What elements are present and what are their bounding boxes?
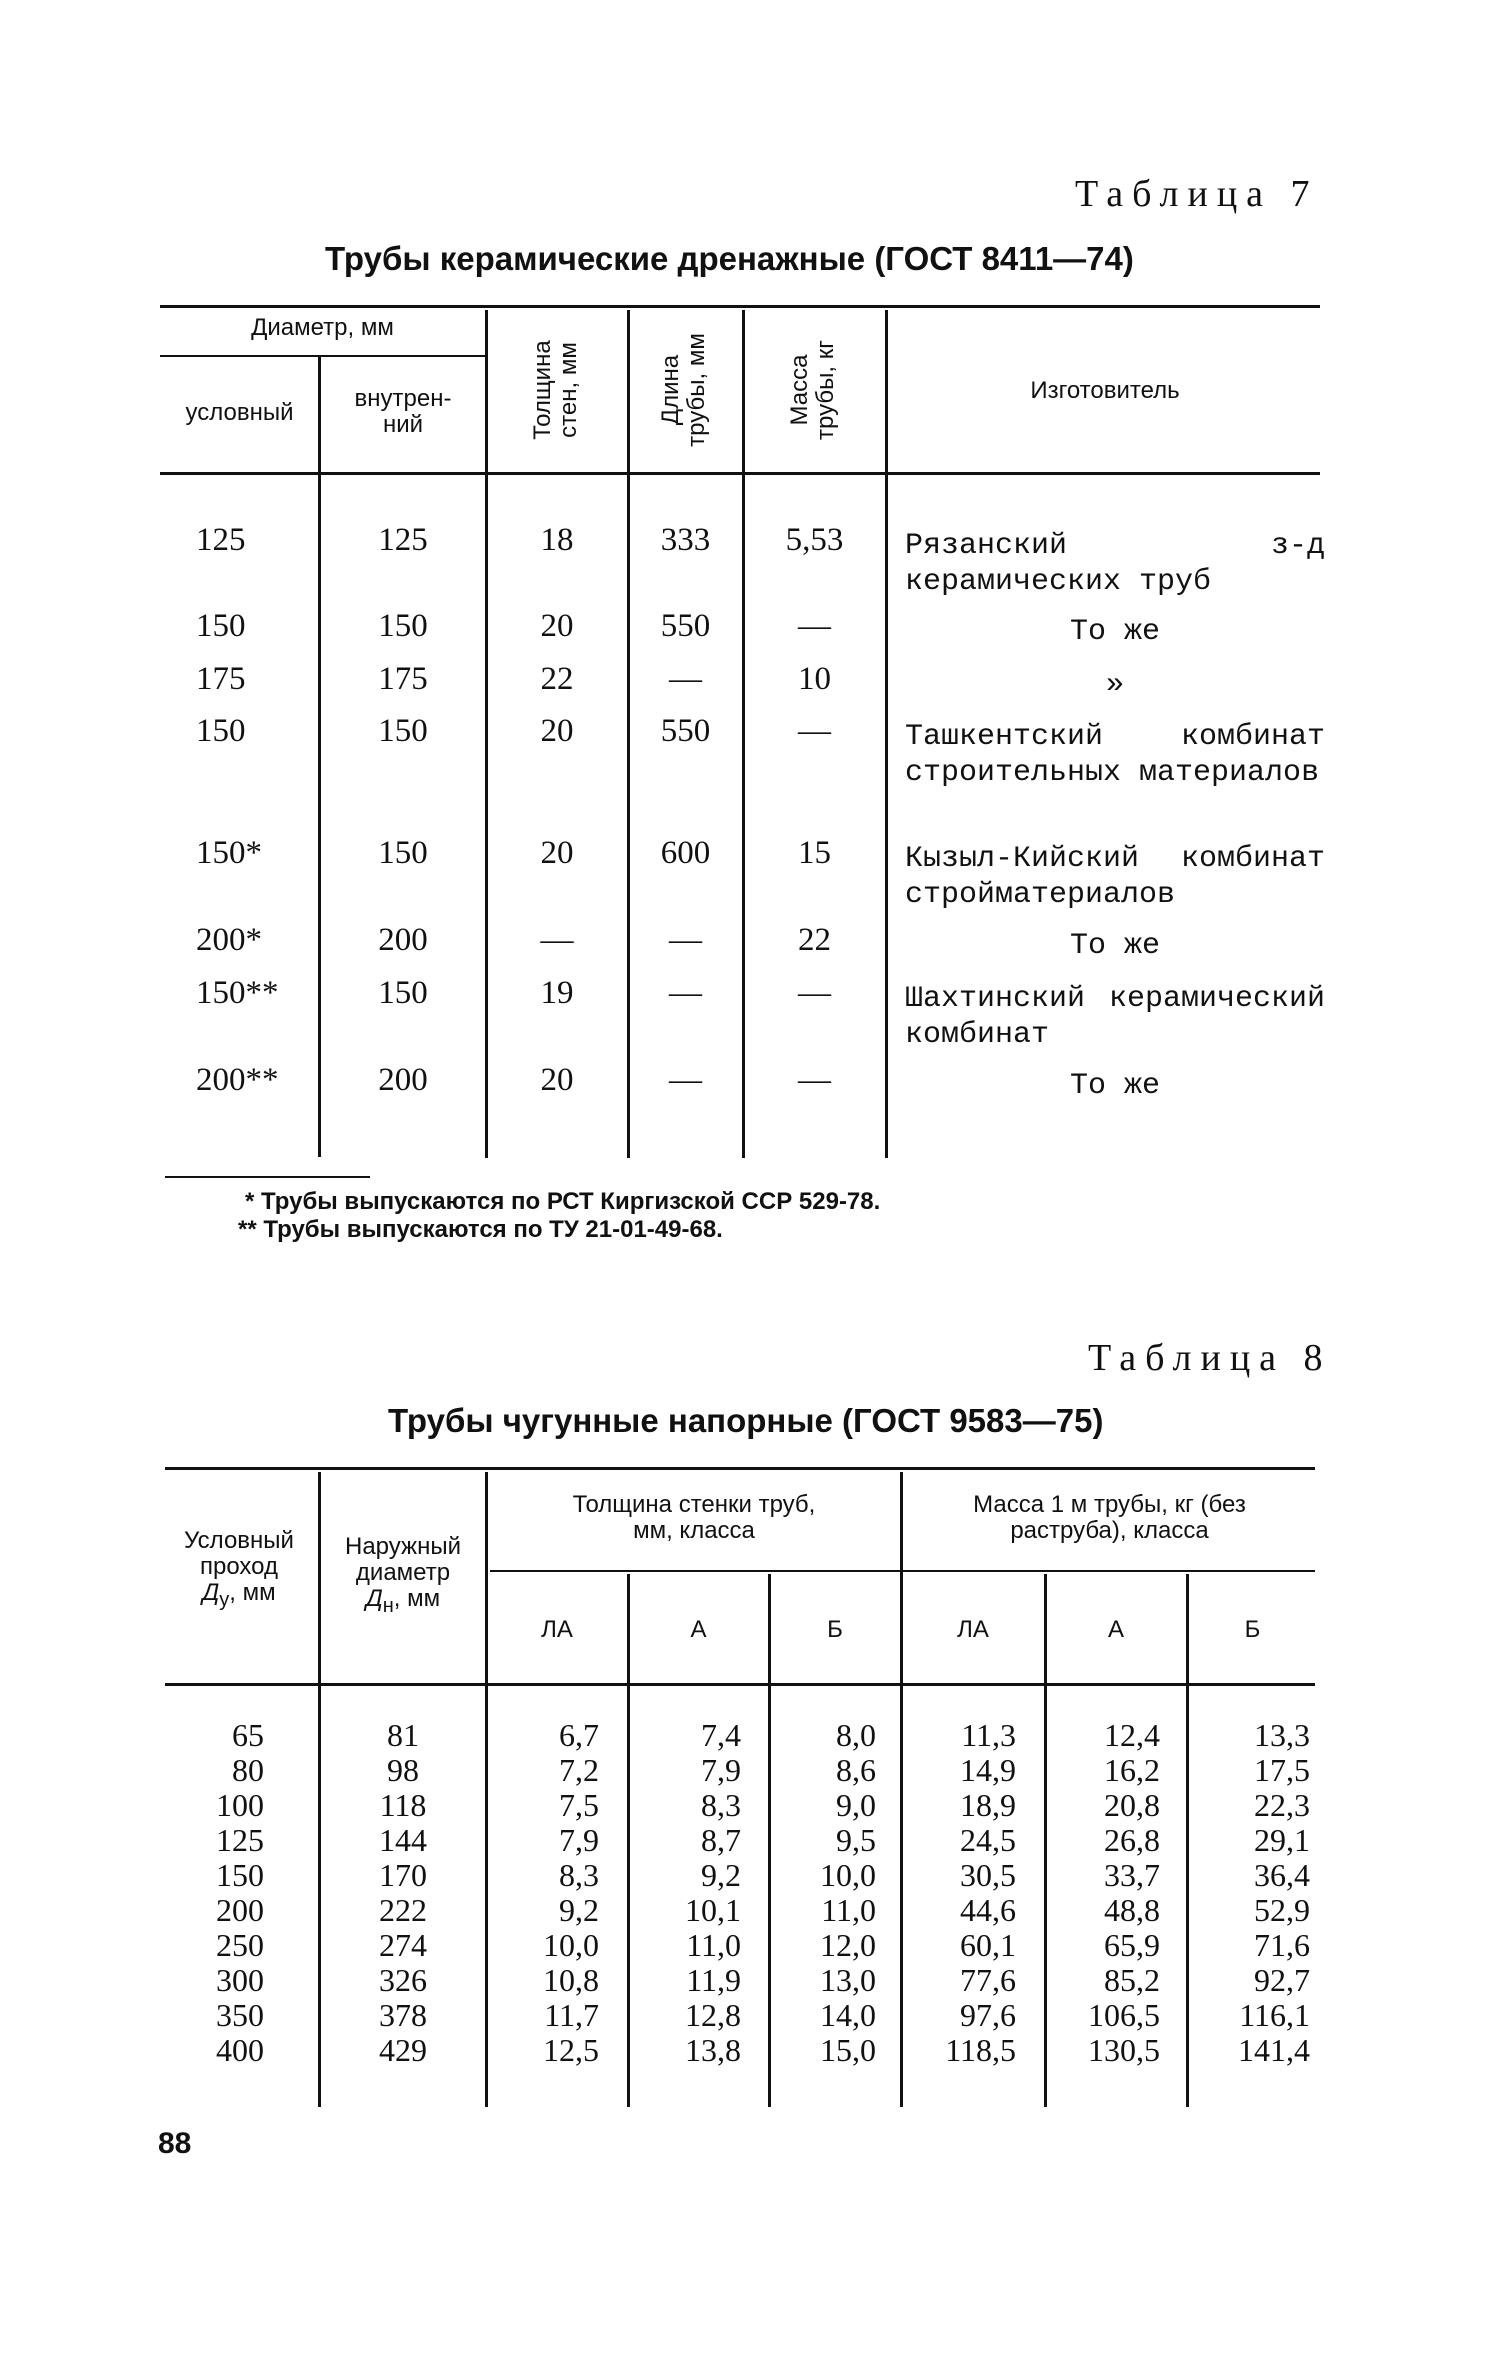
table7-inner: 200: [378, 1062, 428, 1098]
table8-cell-wall-la: 11,7: [544, 1997, 599, 2033]
table7-wall: 20: [540, 608, 574, 644]
table7-vline-5: [885, 310, 888, 1158]
table8-header-outer-unit: , мм: [393, 1585, 441, 1612]
table8-cell-mass-b: 36,4: [1254, 1857, 1310, 1893]
table7-inner: 125: [378, 522, 428, 558]
table8-cell-dn: 274: [379, 1927, 427, 1963]
table8-cell-mass-b: 22,3: [1254, 1787, 1310, 1823]
table7-header-inner-line2: ний: [382, 411, 424, 438]
table8-header-nominal-unit: , мм: [229, 1579, 276, 1606]
table8-cell-wall-la: 8,3: [559, 1857, 599, 1893]
table8-vline-7: [1186, 1574, 1189, 2107]
table8-cell-wall-la: 7,2: [559, 1752, 599, 1788]
table7-header-manufacturer: Изготовитель: [1030, 377, 1180, 404]
table8-cell-mass-a: 12,4: [1104, 1717, 1160, 1753]
table8-title: Трубы чугунные напорные (ГОСТ 9583—75): [388, 1402, 1104, 1439]
table7-header-mass: [787, 340, 839, 440]
table8-cell-mass-a: 106,5: [1088, 1997, 1160, 2033]
table7-mass: 10: [798, 661, 831, 697]
table8-header-outer-line2: диаметр: [355, 1559, 451, 1586]
table7-header-inner-line1: внутрен-: [354, 385, 452, 412]
table8-cell-mass-a: 26,8: [1104, 1822, 1160, 1858]
table8-vline-1: [318, 1472, 321, 2107]
table8-cell-wall-a: 8,3: [701, 1787, 741, 1823]
table7-inner: 150: [378, 608, 428, 644]
table8-header-outer-line3: [322, 1586, 484, 1619]
table7-length: —: [669, 1062, 702, 1098]
table8-cell-mass-la: 118,5: [945, 2032, 1016, 2068]
table8-cell-dn: 144: [379, 1822, 427, 1858]
table8-header-wall-la: ЛА: [541, 1616, 573, 1643]
table8-header-outer-sub: н: [382, 1594, 394, 1617]
table8-cell-wall-b: 14,0: [820, 1997, 876, 2033]
table8-cell-wall-a: 7,4: [701, 1717, 741, 1753]
table7-title: Трубы керамические дренажные (ГОСТ 8411—74): [325, 240, 1134, 277]
table8-cell-mass-b: 116,1: [1239, 1997, 1310, 2033]
table8-cell-wall-a: 10,1: [685, 1892, 741, 1928]
table8-header-outer-symbol: Д: [365, 1585, 383, 1612]
table7-header-mass-line2: трубы, кг: [812, 340, 839, 440]
table8-cell-mass-a: 65,9: [1104, 1927, 1160, 1963]
table7-wall: 18: [540, 522, 574, 558]
table7-manufacturer: Шахтинский керамический комбинат: [905, 982, 1325, 1052]
table7-header-mass-line1: Масса: [786, 354, 813, 426]
table8-vline-2: [485, 1472, 488, 2107]
table7-length: —: [669, 661, 702, 697]
table8-cell-wall-la: 7,5: [559, 1787, 599, 1823]
table7-nominal: 150*: [196, 835, 262, 871]
table8-cell-dy: 250: [216, 1927, 264, 1963]
table7-wall: 20: [540, 835, 574, 871]
table8-cell-mass-b: 92,7: [1254, 1962, 1310, 1998]
table8-cell-dn: 222: [379, 1892, 427, 1928]
table7-manufacturer: »: [1105, 668, 1124, 702]
table8-cell-dn: 81: [387, 1717, 419, 1753]
table8-cell-mass-la: 77,6: [960, 1962, 1016, 1998]
table8-header-nominal-line2: проход: [200, 1553, 278, 1580]
table7-length: 600: [660, 835, 711, 871]
table8-col-dy: [160, 1718, 264, 2068]
table8-cell-wall-b: 9,0: [836, 1787, 876, 1823]
table8-cell-mass-b: 13,3: [1254, 1717, 1310, 1753]
table8-header-mass: [904, 1492, 1315, 1544]
table8-header-nominal: [163, 1528, 315, 1613]
table7-length: —: [669, 922, 702, 958]
table7-manufacturer: Ташкентский комбинат строительных материалов: [905, 720, 1325, 790]
table8-cell-mass-b: 52,9: [1254, 1892, 1310, 1928]
table8-cell-wall-b: 15,0: [820, 2032, 876, 2068]
table8-cell-dy: 80: [232, 1752, 264, 1788]
table7-header-wall-line2: стен, мм: [555, 342, 582, 438]
table7-wall: 20: [540, 713, 574, 749]
table7-length: 333: [660, 522, 711, 558]
table8-cell-dn: 98: [387, 1752, 419, 1788]
table7-nominal: 150**: [196, 975, 279, 1011]
table8-cell-wall-b: 8,6: [836, 1752, 876, 1788]
table8-header-nominal-line3: [163, 1580, 315, 1613]
table8-cell-wall-la: 6,7: [559, 1717, 599, 1753]
table8-header-nominal-symbol: Д: [202, 1579, 220, 1606]
table7-vline-2: [485, 310, 488, 1158]
table7-nominal: 200*: [196, 922, 262, 958]
table7-vline-4: [742, 310, 745, 1158]
table8-col-dn: [322, 1718, 484, 2068]
table7-header-inner: [322, 386, 484, 438]
table7-header-wall: [530, 340, 582, 439]
table8-col-wall-a: [631, 1718, 741, 2068]
table8-cell-mass-b: 29,1: [1254, 1822, 1310, 1858]
table8-cell-dn: 118: [379, 1787, 427, 1823]
table8-cell-mass-la: 44,6: [960, 1892, 1016, 1928]
table8-cell-dy: 125: [216, 1822, 264, 1858]
table8-cell-dy: 200: [216, 1892, 264, 1928]
table7-header-bottom-rule: [160, 472, 1320, 475]
table8-cell-mass-la: 60,1: [960, 1927, 1016, 1963]
table8-cell-mass-a: 33,7: [1104, 1857, 1160, 1893]
table8-cell-wall-a: 11,0: [686, 1927, 741, 1963]
table8-cell-dn: 429: [379, 2032, 427, 2068]
table8-header-nominal-sub: у: [219, 1588, 230, 1611]
footnote-rule: [165, 1176, 370, 1178]
table8-header-wall-line2: мм, класса: [633, 1517, 755, 1544]
table7-manufacturer: То же: [1069, 929, 1160, 963]
table8-cell-wall-la: 10,8: [543, 1962, 599, 1998]
table8-col-mass-b: [1190, 1718, 1310, 2068]
table7-mass: —: [798, 1062, 831, 1098]
table7-nominal: 150: [196, 608, 246, 644]
table8-cell-mass-a: 85,2: [1104, 1962, 1160, 1998]
table8-cell-wall-b: 13,0: [820, 1962, 876, 1998]
table8-cell-wall-la: 7,9: [559, 1822, 599, 1858]
table7-length: 550: [660, 608, 711, 644]
table8-cell-wall-la: 9,2: [559, 1892, 599, 1928]
table7-header-wall-line1: Толщина: [529, 340, 556, 440]
table8-label: Таблица 8: [1088, 1337, 1332, 1379]
table8-header-mass-a: А: [1107, 1616, 1124, 1643]
table7-inner: 150: [378, 713, 428, 749]
table8-cell-dy: 350: [216, 1997, 264, 2033]
table8-cell-mass-b: 17,5: [1254, 1752, 1310, 1788]
table8-header-mass-la: ЛА: [957, 1616, 989, 1643]
table8-vline-5: [900, 1472, 903, 2107]
table8-header-wall-a: А: [690, 1616, 707, 1643]
table8-cell-wall-a: 12,8: [685, 1997, 741, 2033]
table8-cell-wall-b: 12,0: [820, 1927, 876, 1963]
table8-cell-dy: 100: [216, 1787, 264, 1823]
table8-cell-dy: 150: [216, 1857, 264, 1893]
table7-mass: 15: [798, 835, 831, 871]
table8-header-wall: [489, 1492, 899, 1544]
table8-cell-dn: 170: [379, 1857, 427, 1893]
table8-cell-mass-b: 141,4: [1238, 2032, 1310, 2068]
table8-cell-wall-a: 13,8: [685, 2032, 741, 2068]
table7-vline-1: [318, 357, 321, 1157]
table7-manufacturer: То же: [1069, 615, 1160, 649]
table8-cell-dy: 65: [232, 1717, 264, 1753]
table8-cell-wall-a: 8,7: [701, 1822, 741, 1858]
table8-cell-dy: 400: [216, 2032, 264, 2068]
table7-length: —: [669, 975, 702, 1011]
table7-manufacturer: Кызыл-Кийский комбинат стройматериалов: [905, 842, 1325, 912]
table7-diameter-rule: [160, 355, 485, 357]
table7-manufacturer: То же: [1069, 1069, 1160, 1103]
table8-cell-mass-a: 130,5: [1088, 2032, 1160, 2068]
table8-col-mass-la: [904, 1718, 1016, 2068]
table7-mass: 22: [798, 922, 831, 958]
table7-nominal: 200**: [196, 1062, 279, 1098]
table8-top-rule: [165, 1467, 1315, 1470]
table7-wall: —: [540, 922, 574, 958]
table8-cell-mass-la: 18,9: [960, 1787, 1016, 1823]
table8-cell-mass-la: 14,9: [960, 1752, 1016, 1788]
table7-nominal: 150: [196, 713, 246, 749]
table8-cell-wall-la: 10,0: [543, 1927, 599, 1963]
table7-inner: 175: [378, 661, 428, 697]
table8-col-wall-la: [489, 1718, 599, 2068]
table8-cell-wall-b: 8,0: [836, 1717, 876, 1753]
table7-mass: —: [798, 608, 831, 644]
table8-col-wall-b: [772, 1718, 876, 2068]
table7-header-diameter: Диаметр, мм: [251, 314, 394, 341]
table8-cell-wall-a: 7,9: [701, 1752, 741, 1788]
table8-vline-4: [768, 1574, 771, 2107]
table8-cell-wall-a: 9,2: [701, 1857, 741, 1893]
table8-cell-wall-la: 12,5: [543, 2032, 599, 2068]
table7-mass: —: [798, 713, 831, 749]
table7-footnote-2: ** Трубы выпускаются по ТУ 21-01-49-68.: [238, 1216, 723, 1243]
table7-mass: —: [798, 975, 831, 1011]
table7-top-rule: [160, 305, 1320, 308]
table7-label: Таблица 7: [1075, 173, 1319, 215]
table8-cell-wall-a: 11,9: [686, 1962, 741, 1998]
table8-cell-mass-la: 97,6: [960, 1997, 1016, 2033]
table7-inner: 150: [378, 975, 428, 1011]
page-number: 88: [158, 2127, 192, 2160]
table7-inner: 200: [378, 922, 428, 958]
table7-header-length-line2: трубы, мм: [683, 333, 710, 447]
table8-header-mass-line2: раструба), класса: [1010, 1517, 1209, 1544]
table8-header-mass-line1: Масса 1 м трубы, кг (без: [973, 1491, 1246, 1518]
table7-wall: 22: [540, 661, 574, 697]
table7-mass: 5,53: [785, 522, 844, 558]
table8-header-outer: [322, 1534, 484, 1619]
table8-cell-dn: 326: [379, 1962, 427, 1998]
table7-header-length: [658, 333, 710, 447]
table8-cell-wall-b: 11,0: [821, 1892, 876, 1928]
table7-footnote-1: * Трубы выпускаются по РСТ Киргизской ССР 529-78.: [245, 1188, 881, 1215]
table8-header-mass-b: Б: [1244, 1616, 1261, 1643]
table8-header-wall-b: Б: [827, 1616, 843, 1643]
table8-vline-3: [627, 1574, 630, 2107]
table8-cell-wall-b: 9,5: [836, 1822, 876, 1858]
table8-cell-wall-b: 10,0: [820, 1857, 876, 1893]
table8-cell-mass-b: 71,6: [1254, 1927, 1310, 1963]
table8-cell-mass-la: 11,3: [961, 1717, 1016, 1753]
table7-manufacturer: Рязанский з-д керамических труб: [905, 529, 1325, 599]
table7-header-nominal: условный: [185, 399, 294, 426]
table8-header-outer-line1: Наружный: [345, 1533, 461, 1560]
table7-wall: 20: [540, 1062, 574, 1098]
table8-cell-mass-la: 24,5: [960, 1822, 1016, 1858]
table8-cell-mass-a: 16,2: [1104, 1752, 1160, 1788]
table8-cell-mass-a: 20,8: [1104, 1787, 1160, 1823]
table7-length: 550: [660, 713, 711, 749]
table8-cell-dn: 378: [379, 1997, 427, 2033]
table8-cell-mass-la: 30,5: [960, 1857, 1016, 1893]
table8-cell-mass-a: 48,8: [1104, 1892, 1160, 1928]
table8-header-wall-line1: Толщина стенки труб,: [572, 1491, 816, 1518]
table7-inner: 150: [378, 835, 428, 871]
table8-header-bottom-rule: [165, 1683, 1315, 1686]
table7-wall: 19: [540, 975, 574, 1011]
table7-nominal: 175: [196, 661, 246, 697]
table8-cell-dy: 300: [216, 1962, 264, 1998]
table8-header-nominal-line1: Условный: [184, 1527, 294, 1554]
table7-header-length-line1: Длина: [657, 354, 684, 426]
table7-vline-3: [627, 310, 630, 1158]
table8-col-mass-a: [1048, 1718, 1160, 2068]
table7-nominal: 125: [196, 522, 246, 558]
table8-vline-6: [1044, 1574, 1047, 2107]
